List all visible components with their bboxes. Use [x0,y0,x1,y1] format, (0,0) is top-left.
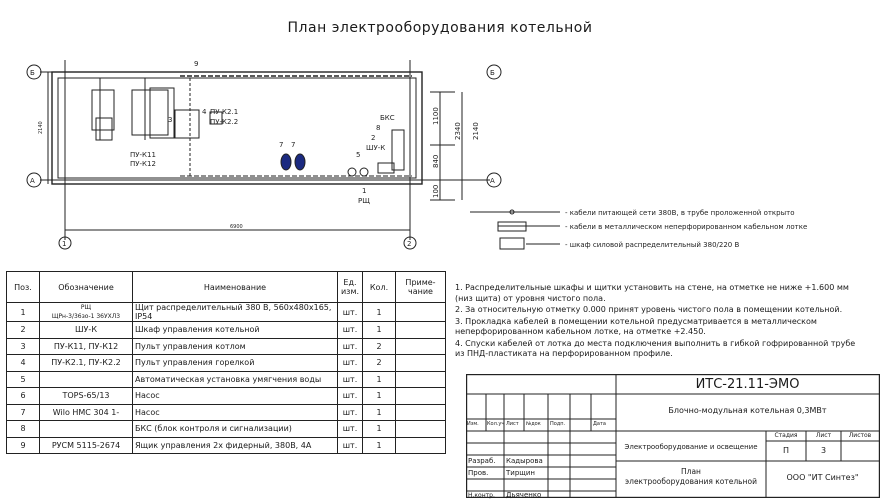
drawing-title: План электрооборудования котельной [625,467,757,486]
spec-code: ШУ-К [40,322,133,339]
role-ncontrol: Н.контр. [468,492,495,499]
col-izm: Изм. [467,421,479,427]
spec-qty: 1 [363,437,396,454]
note-3: 3. Прокладка кабелей в помещении котельной предусматривается в металлическом неперфорированном кабельном лотке, на отметке +2.450. [455,316,817,336]
spec-pos: 1 [7,303,40,322]
spec-note [396,404,446,421]
axis-2: 2 [407,240,412,248]
spec-note [396,437,446,454]
spec-row [7,388,446,405]
spec-pos: 8 [7,421,40,438]
label-7b: 7 [291,141,296,149]
width-dim: 6900 [230,224,243,230]
spec-header-code: Обозначение [40,272,133,303]
spec-pos: 5 [7,371,40,388]
stage-value: П [782,446,789,455]
spec-table [6,271,446,454]
axis-b-right: Б [490,69,495,77]
spec-row [7,404,446,421]
axis-a-left: А [30,177,35,185]
axis-a-right: А [490,177,495,185]
note-1: 1. Распределительные шкафы и щитки установить на стене, на отметке не ниже +1.600 мм (низ щита) от уровня чистого пола. [455,283,849,303]
spec-name: Ящик управления 2х фидерный, 380В, 4А [133,437,338,454]
title-block [466,374,880,498]
spec-row [7,338,446,355]
spec-pos: 3 [7,338,40,355]
spec-code: РУСМ 5115-2674 [40,437,133,454]
spec-note [396,371,446,388]
dim-1100: 1100 [432,107,440,125]
spec-name: Насос [133,404,338,421]
spec-code: ПУ-К2.1, ПУ-К2.2 [40,355,133,372]
label-5: 5 [356,151,361,159]
spec-code [40,371,133,388]
spec-qty: 1 [363,404,396,421]
spec-code: РЩ ЩРн-3/36зо-1 36УХЛ3 [40,303,133,322]
spec-pos: 7 [7,404,40,421]
spec-qty: 2 [363,338,396,355]
section-name: Электрооборудование и освещение [624,443,758,451]
spec-qty: 1 [363,303,396,322]
axis-b-left: Б [30,69,35,77]
spec-code: ПУ-К11, ПУ-К12 [40,338,133,355]
spec-row [7,371,446,388]
spec-row [7,322,446,339]
label-1: 1 [362,187,367,195]
spec-name: БКС (блок контроля и сигнализации) [133,421,338,438]
col-podp: Подп. [550,421,566,427]
spec-unit: шт. [338,404,363,421]
spec-name: Насос [133,388,338,405]
spec-unit: шт. [338,355,363,372]
spec-pos: 2 [7,322,40,339]
label-shu-k: ШУ-К [366,144,386,152]
spec-pos: 9 [7,437,40,454]
sheet-value: 3 [820,446,827,455]
spec-code [40,421,133,438]
label-4: 4 [202,108,207,116]
dim-840: 840 [432,154,440,168]
spec-note [396,303,446,322]
spec-header-pos: Поз. [7,272,40,303]
spec-pos: 4 [7,355,40,372]
spec-unit: шт. [338,338,363,355]
spec-note [396,355,446,372]
spec-row [7,355,446,372]
spec-header-note: Приме-чание [396,272,446,303]
spec-qty: 1 [363,388,396,405]
label-bks: БКС [380,114,395,122]
label-pu-k11: ПУ-К11 [130,151,156,159]
note-2: 2. За относительную отметку 0.000 принят уровень чистого пола в помещении котельной. [455,305,843,314]
spec-header-row [7,272,446,303]
spec-name: Пульт управления котлом [133,338,338,355]
spec-qty: 1 [363,421,396,438]
spec-unit: шт. [338,371,363,388]
spec-unit: шт. [338,388,363,405]
spec-row [7,421,446,438]
spec-qty: 1 [363,371,396,388]
label-3: 3 [168,116,173,124]
spec-note [396,421,446,438]
label-pu-k22: ПУ-К2.2 [210,118,239,126]
spec-header-qty: Кол. [363,272,396,303]
spec-header-name: Наименование [133,272,338,303]
label-pu-k21: ПУ-К2.1 [210,108,239,116]
company-name: ООО "ИТ Синтез" [786,473,859,482]
person-develop: Кадырова [506,457,543,465]
label-2: 2 [371,134,376,142]
spec-note [396,388,446,405]
spec-note [396,338,446,355]
label-8: 8 [376,124,381,132]
spec-qty: 1 [363,322,396,339]
spec-code: TOPS-65/13 [40,388,133,405]
spec-name: Автоматическая установка умягчения воды [133,371,338,388]
dim-2340: 2340 [454,122,462,140]
role-check: Пров. [468,469,489,477]
notes [455,283,865,361]
spec-row [7,303,446,322]
spec-name: Шкаф управления котельной [133,322,338,339]
legend-item-2: - кабели в металлическом неперфорированном кабельном лотке [565,223,808,231]
dim-2140: 2140 [472,122,480,140]
doc-code: ИТС-21.11-ЭМО [695,377,800,392]
spec-row [7,437,446,454]
label-9: 9 [194,60,199,68]
page-title: План электрооборудования котельной [287,20,593,36]
spec-name: Щит распределительный 380 В, 560х480х165, IP54 [133,303,338,322]
spec-code: Wilo HMC 304 1- [40,404,133,421]
sheet-header: Лист [815,432,832,439]
col-kol: Кол.уч [487,421,505,427]
col-ndok: №док [526,421,541,427]
person-ncontrol: Дьяченко [506,491,542,499]
legend-item-3: - шкаф силовой распределительный 380/220 В [565,241,740,249]
sheets-header: Листов [848,432,872,439]
spec-unit: шт. [338,421,363,438]
height-dim: 2140 [38,121,44,134]
col-data: Дата [593,421,606,427]
dim-100: 100 [432,184,440,198]
spec-unit: шт. [338,303,363,322]
label-pu-k12: ПУ-К12 [130,160,156,168]
role-develop: Разраб. [468,457,496,465]
spec-qty: 2 [363,355,396,372]
label-rshch: РЩ [358,197,370,205]
spec-unit: шт. [338,322,363,339]
spec-unit: шт. [338,437,363,454]
spec-name: Пульт управления горелкой [133,355,338,372]
spec-header-unit: Ед. изм. [338,272,363,303]
person-check: Тирщин [506,469,535,477]
stage-header: Стадия [774,432,798,439]
label-7a: 7 [279,141,284,149]
note-4: 4. Спуски кабелей от лотка до места подключения выполнить в гибкой гофрированной трубе из ПНД-пластиката на перфорированном профиле. [455,338,856,358]
axis-1: 1 [62,240,67,248]
spec-note [396,322,446,339]
spec-pos: 6 [7,388,40,405]
col-list: Лист [506,421,519,427]
project-name: Блочно-модульная котельная 0,3МВт [668,406,827,415]
legend-item-1: - кабели питающей сети 380В, в трубе проложенной открыто [565,209,795,217]
